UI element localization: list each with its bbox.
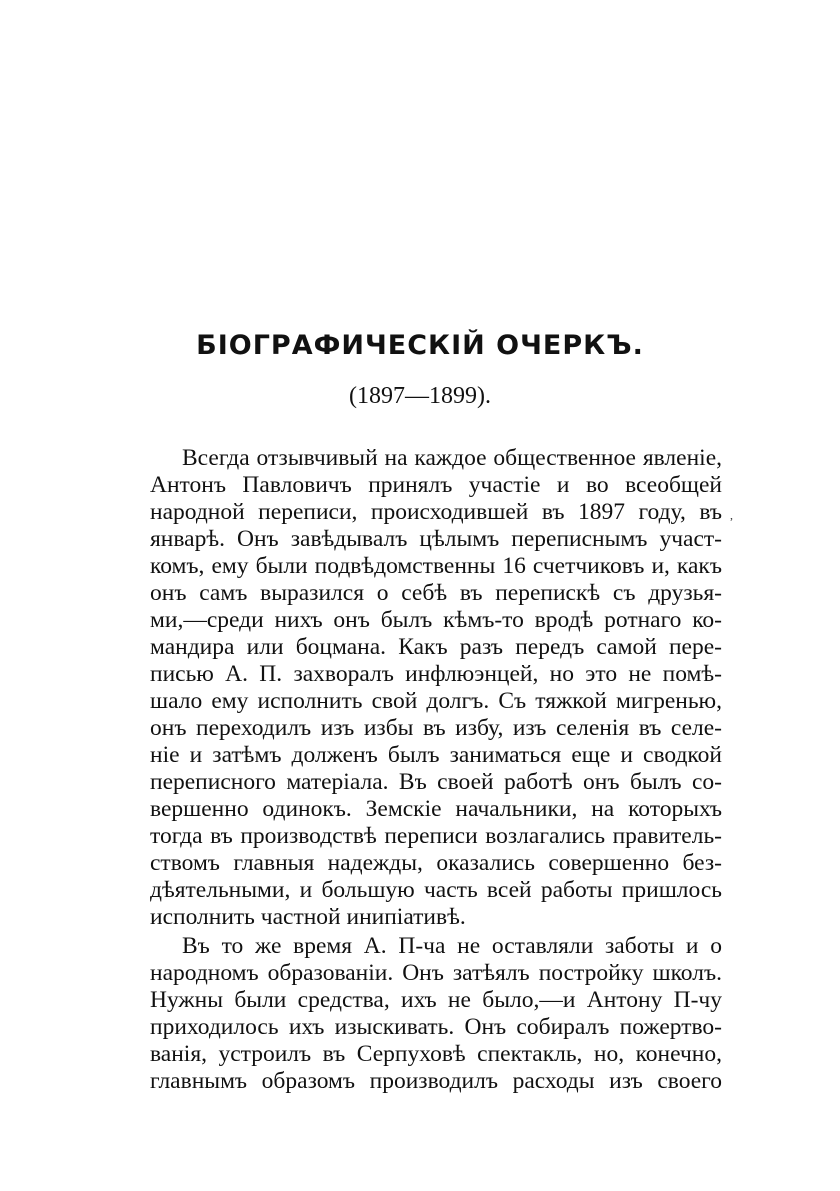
text-line: тогда въ производствѣ переписи возлагались правитель-: [150, 823, 722, 849]
text-line: главнымъ образомъ производилъ расходы изъ своего: [150, 1068, 722, 1094]
text-line: переписного матеріала. Въ своей работѣ онъ былъ со-: [150, 769, 722, 795]
text-line: ми,—среди нихъ онъ былъ кѣмъ-то вродѣ ротнаго ко-: [150, 607, 722, 633]
text-line: Нужны были средства, ихъ не было,—и Антону П-чу: [150, 987, 722, 1013]
text-line: Всегда отзывчивый на каждое общественное явленіе,: [182, 445, 722, 471]
text-line: январѣ. Онъ завѣдывалъ цѣлымъ переписнымъ участ-: [150, 526, 722, 552]
text-line: исполнить частной инипіативѣ.: [150, 904, 466, 930]
text-line: народной переписи, происходившей въ 1897 году, въ: [150, 499, 722, 525]
text-line: онъ самъ выразился о себѣ въ перепискѣ съ друзья-: [150, 580, 722, 606]
text-line: онъ переходилъ изъ избы въ избу, изъ селенія въ селе-: [150, 715, 722, 741]
chapter-years: (1897—1899).: [349, 383, 491, 409]
text-line: комъ, ему были подвѣдомственны 16 счетчиковъ и, какъ: [150, 553, 722, 579]
text-line: ванія, устроилъ въ Серпуховѣ спектакль, но, конечно,: [150, 1041, 722, 1067]
text-line: вершенно одинокъ. Земскіе начальники, на которыхъ: [150, 796, 722, 822]
text-line: шало ему исполнить свой долгъ. Съ тяжкой мигренью,: [150, 688, 722, 714]
text-line: приходилось ихъ изыскивать. Онъ собиралъ пожертво-: [150, 1014, 722, 1040]
text-line: мандира или боцмана. Какъ разъ передъ самой пере-: [150, 634, 722, 660]
text-line: писью А. П. захворалъ инфлюэнцей, но это не помѣ-: [150, 661, 722, 687]
chapter-title: БІОГРАФИЧЕСКІЙ ОЧЕРКЪ.: [196, 330, 644, 361]
text-line: ствомъ главныя надежды, оказались совершенно без-: [150, 850, 722, 876]
text-line: народномъ образованіи. Онъ затѣялъ постройку школъ.: [150, 960, 722, 986]
text-line: Антонъ Павловичъ принялъ участіе и во всеобщей: [150, 472, 722, 498]
text-line: Въ то же время А. П-ча не оставляли заботы и о: [182, 933, 722, 959]
text-line: ніе и затѣмъ долженъ былъ заниматься еще и сводкой: [150, 742, 722, 768]
text-line: дѣятельными, и большую часть всей работы пришлось: [150, 877, 722, 903]
margin-mark: ,: [730, 508, 733, 522]
